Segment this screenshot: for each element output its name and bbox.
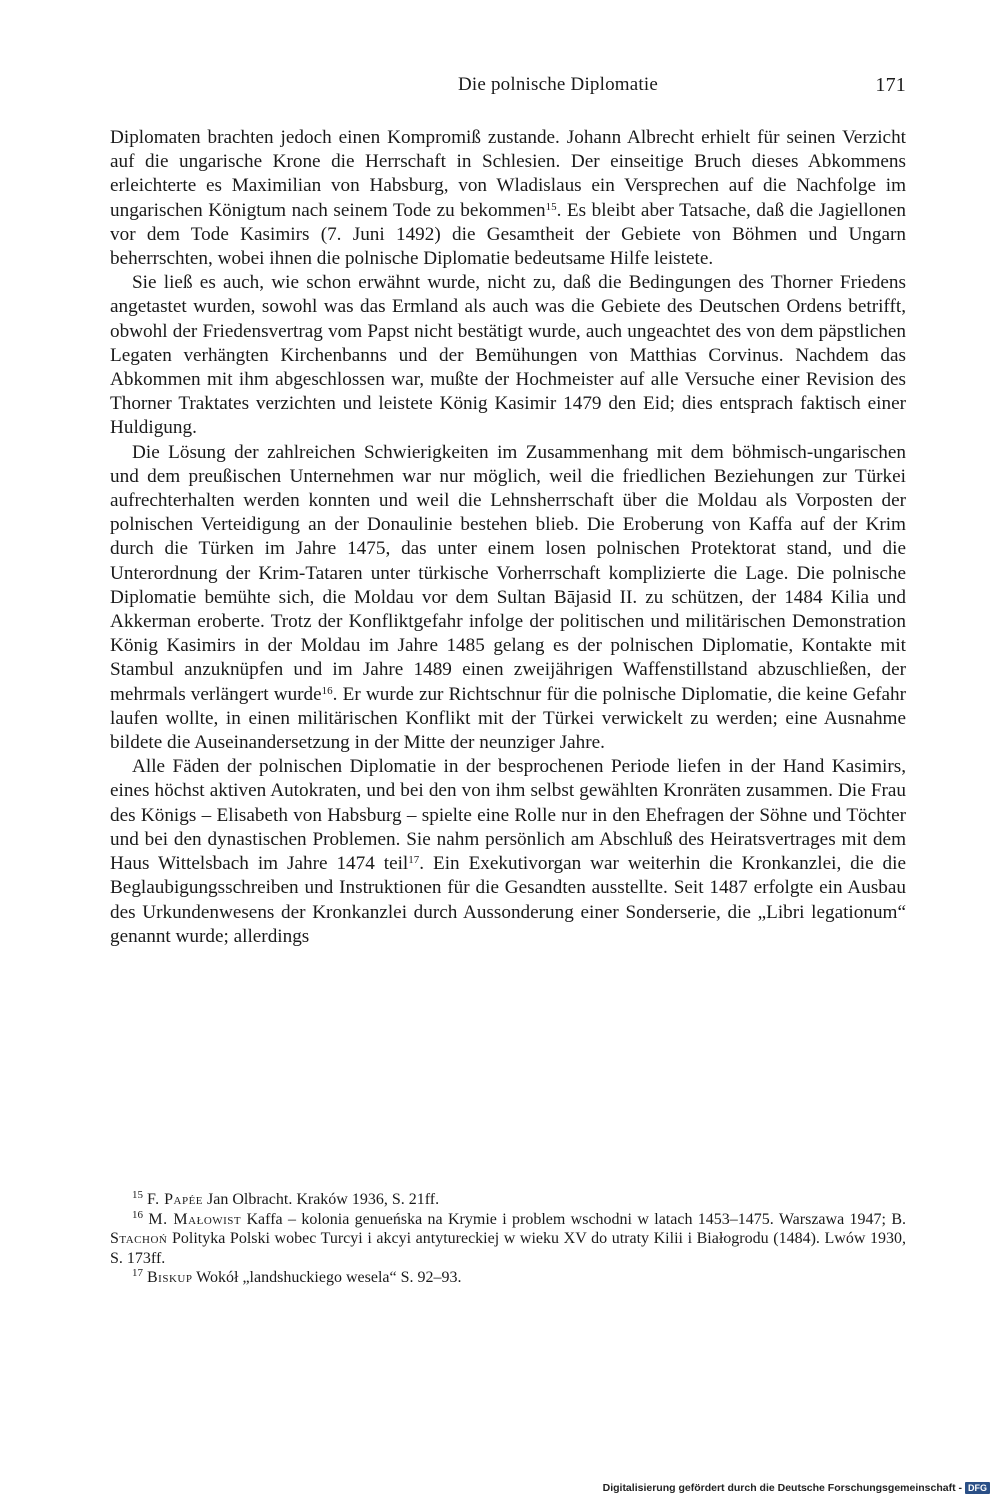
paragraph-3: Die Lösung der zahlreichen Schwierigkeiten im Zusammenhang mit dem böhmisch-ungarischen und dem preußischen Unternehmen war nur möglich, weil die friedlichen Beziehungen zur Türkei aufrechterhalten werden konnten und weil die Lehnsherrschaft über die Moldau als Vorposten der polnischen Verteidigung an der Donaulinie bestehen blieb. Die Eroberung von Kaffa auf der Krim durch die Türken im Jahre 1475, das unter einem losen polnischen Protektorat stand, und die Unterordnung der Krim-Tataren unter türkische Vorherrschaft komplizierte die Lage. Die polnische Diplomatie bemühte sich, die Moldau vor dem Sultan Bājasid II. zu schützen, der 1484 Kilia und Akkerman eroberte. Trotz der Konfliktgefahr infolge der politischen und militärischen Demonstration König Kasimirs in der Moldau im Jahre 1485 gelang es der polnischen Diplomatie, Kontakte mit Stambul anzuknüpfen und im Jahre 1489 einen zweijährigen Waffenstillstand abzuschließen, der mehrmals verlängert wurde$^{16}$. Er wurde zur Richtschnur für die polnische Diplomatie, die keine Gefahr laufen wollte, in einen militärischen Konflikt mit der Türkei verwickelt zu werden; eine Ausnahme bildete die Auseinandersetzung in der Mitte der neunziger Jahre. <box>110 441 906 754</box>
footnote-17: $^{17}$ Biskup Wokół „landshuckiego wesela“ S. 92–93. <box>132 1267 462 1287</box>
footnote-ref-16[interactable]: 16 <box>321 684 333 697</box>
body-text <box>110 126 906 949</box>
dfg-logo-icon: DFG <box>965 1482 990 1494</box>
paragraph-1: Diplomaten brachten jedoch einen Kompromiß zustande. Johann Albrecht erhielt für seinen Verzicht auf die ungarische Krone die Herrschaft in Schlesien. Der einseitige Bruch dieses Abkommens erleichterte es Maximilian von Habsburg, von Wladislaus ein Versprechen auf die Nachfolge im ungarischen Königtum nach seinem Tode zu bekommen$^{15}$. Es bleibt aber Tatsache, daß die Jagiellonen vor dem Tode Kasimirs (7. Juni 1492) die Gesamtheit der Gebiete von Böhmen und Ungarn beherrschten, wobei ihnen die polnische Diplomatie bedeutsame Hilfe leistete. <box>110 127 906 270</box>
footnotes <box>110 1190 906 1288</box>
page-number: 171 <box>875 74 906 96</box>
footnote-ref-15[interactable]: 15 <box>545 200 557 213</box>
dfg-watermark <box>603 1482 990 1494</box>
page-header <box>110 74 906 104</box>
dfg-text: Digitalisierung gefördert durch die Deutsche Forschungsgemeinschaft - <box>602 1482 962 1494</box>
footnote-ref-17[interactable]: 17 <box>408 854 420 867</box>
paragraph-4: Alle Fäden der polnischen Diplomatie in der besprochenen Periode liefen in der Hand Kasimirs, eines höchst aktiven Autokraten, und bei den von ihm selbst gewählten Kronräten zusammen. Die Frau des Königs – Elisabeth von Habsburg – spielte eine Rolle nur in den Ehefragen der Söhne und Töchter und bei den dynastischen Problemen. Sie nahm persönlich am Abschluß des Heiratsvertrages mit dem Haus Wittelsbach im Jahre 1474 teil$^{17}$. Ein Exekutivorgan war weiterhin die Kronkanzlei, die die Beglaubigungsschreiben und Instruktionen für die Gesandten ausstellte. Seit 1487 erfolgte ein Ausbau des Urkundenwesens der Kronkanzlei durch Aussonderung einer Sonderserie, die „Libri legationum“ genannt wurde; allerdings <box>110 756 906 947</box>
footnote-16: $^{16}$ M. Małowist Kaffa – kolonia genueńska na Krymie i problem wschodni w latach 1453–1475. Warszawa 1947; B. Stachoń Polityka Polski wobec Turcyi i akcyi antytureckiej w wieku XV do utraty Kilii i Białogrodu (1484). Lwów 1930, S. 173ff. <box>110 1208 907 1267</box>
running-title: Die polnische Diplomatie <box>457 74 659 95</box>
paragraph-2: Sie ließ es auch, wie schon erwähnt wurde, nicht zu, daß die Bedingungen des Thorner Friedens angetastet wurden, sowohl was das Ermland als auch was die Gebiete des Deutschen Ordens betrifft, obwohl der Friedensvertrag vom Papst nicht bestätigt wurde, auch ungeachtet des von dem päpstlichen Legaten verhängten Kirchenbanns und der Bemühungen von Matthias Corvinus. Nachdem das Abkommen mit ihm abgeschlossen war, mußte der Hochmeister auf alle Versuche einer Revision des Thorner Traktates verzichten und leistete König Kasimir 1479 den Eid; dies entsprach faktisch einer Huldigung. <box>110 272 906 439</box>
footnote-15: $^{15}$ F. Papée Jan Olbracht. Kraków 1936, S. 21ff. <box>132 1189 440 1208</box>
